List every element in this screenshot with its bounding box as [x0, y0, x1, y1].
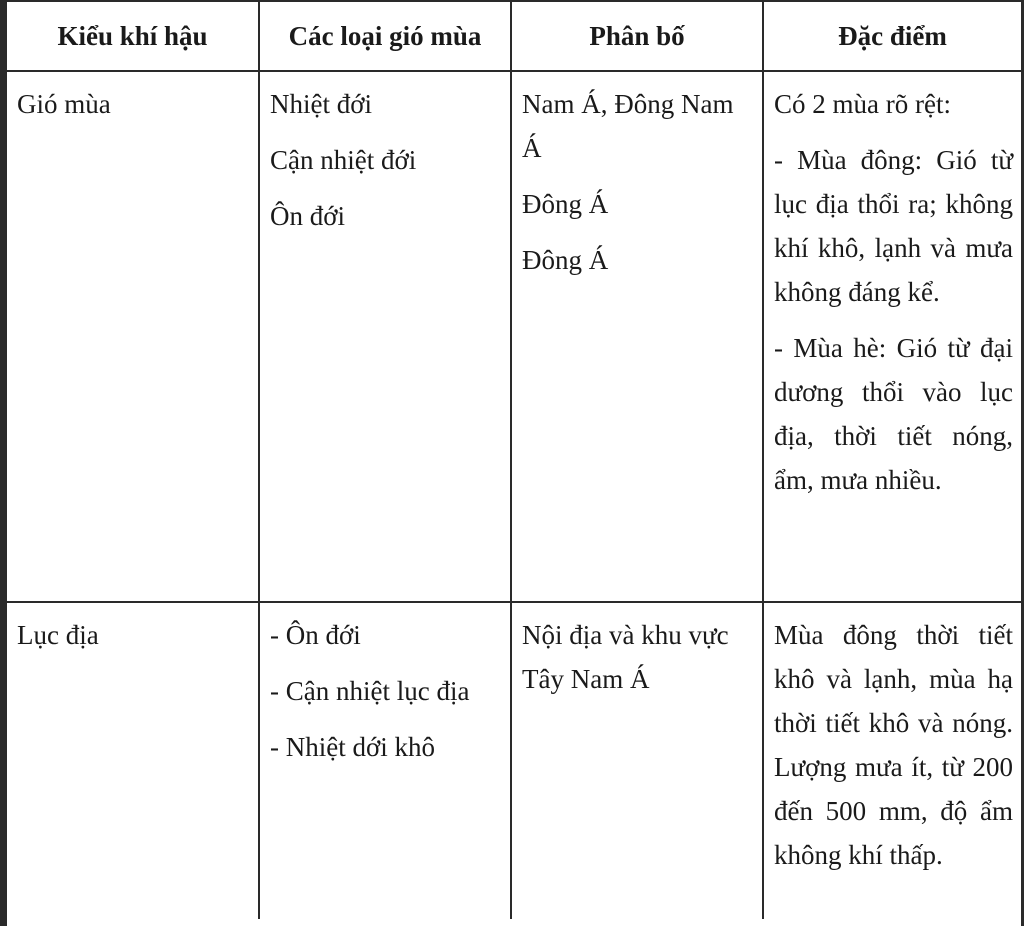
feature-paragraph: - Mùa đông: Gió từ lục địa thổi ra; không khí khô, lạnh và mưa không đáng kể.	[774, 145, 1013, 307]
header-climate-type: Kiểu khí hậu	[7, 2, 259, 71]
table-header-row	[7, 2, 1021, 71]
cell-distribution	[511, 71, 763, 602]
wind-type-item: Ôn đới	[270, 201, 346, 231]
cell-wind-types	[259, 602, 511, 919]
distribution-item: Đông Á	[522, 189, 609, 219]
wind-type-item: - Ôn đới	[270, 620, 361, 650]
wind-type-item: Nhiệt đới	[270, 89, 373, 119]
cell-features	[763, 602, 1021, 919]
wind-type-item: - Cận nhiệt lục địa	[270, 676, 470, 706]
climate-type-text: Lục địa	[17, 620, 99, 650]
climate-type-text: Gió mùa	[17, 89, 111, 119]
feature-paragraph: Mùa đông thời tiết khô và lạnh, mùa hạ thời tiết khô và nóng. Lượng mưa ít, từ 200 đến 500 mm, độ ẩm không khí thấp.	[774, 620, 1013, 870]
cell-wind-types	[259, 71, 511, 602]
feature-paragraph: Có 2 mùa rõ rệt:	[774, 89, 951, 119]
header-distribution: Phân bố	[511, 2, 763, 71]
wind-type-item: Cận nhiệt đới	[270, 145, 417, 175]
distribution-item: Nam Á, Đông Nam Á	[522, 89, 734, 163]
cell-climate-type	[7, 602, 259, 919]
distribution-item: Nội địa và khu vực Tây Nam Á	[522, 620, 729, 694]
header-features: Đặc điểm	[763, 2, 1021, 71]
climate-table	[7, 2, 1021, 919]
table-row	[7, 602, 1021, 919]
distribution-item: Đông Á	[522, 245, 609, 275]
wind-type-item: - Nhiệt dới khô	[270, 732, 436, 762]
table-row	[7, 71, 1021, 602]
cell-features	[763, 71, 1021, 602]
feature-paragraph: - Mùa hè: Gió từ đại dương thổi vào lục địa, thời tiết nóng, ẩm, mưa nhiều.	[774, 333, 1013, 495]
header-wind-types: Các loại gió mùa	[259, 2, 511, 71]
cell-climate-type	[7, 71, 259, 602]
cell-distribution	[511, 602, 763, 919]
